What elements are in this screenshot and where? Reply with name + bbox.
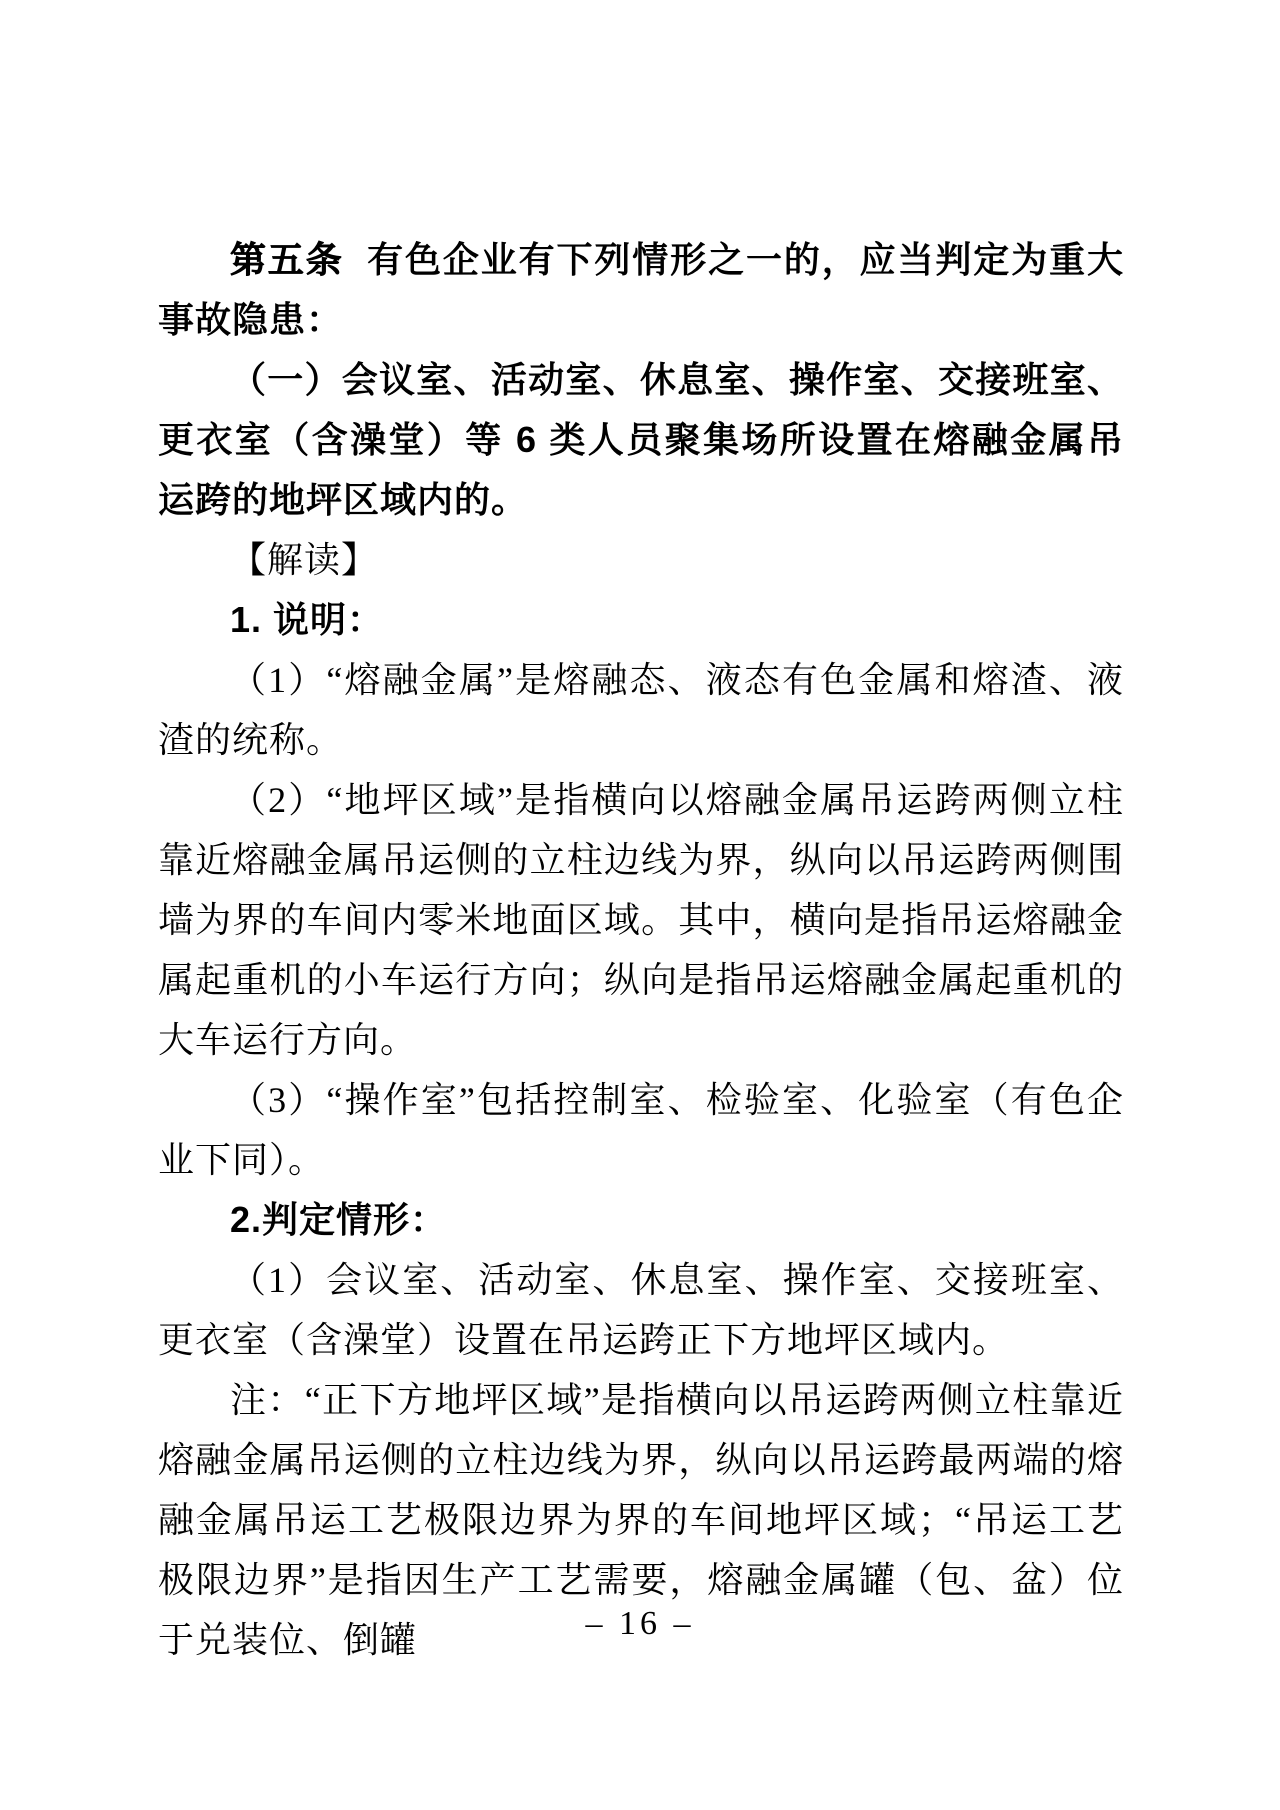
document-body — [158, 230, 1124, 1670]
page-footer — [0, 1602, 1280, 1646]
explanation-item-3: （3）“操作室”包括控制室、检验室、化验室（有色企业下同）。 — [158, 1080, 1124, 1180]
article-number-label: 第五条 — [230, 239, 344, 280]
article-5-heading — [158, 230, 1124, 350]
determination-note: 注：“正下方地坪区域”是指横向以吊运跨两侧立柱靠近熔融金属吊运侧的立柱边线为界，纵向以吊运跨最两端的熔融金属吊运工艺极限边界为界的车间地坪区域；“吊运工艺极限边界”是指因生产工艺需要，熔融金属罐（包、盆）位于兑装位、倒罐 — [158, 1380, 1124, 1660]
determination-item-1: （1）会议室、活动室、休息室、操作室、交接班室、更衣室（含澡堂）设置在吊运跨正下方地坪区域内。 — [158, 1260, 1124, 1360]
determination-section-heading: 2.判定情形： — [230, 1199, 448, 1240]
article-heading-text: 有色企业有下列情形之一的，应当判定为重大事故隐患： — [158, 239, 1124, 340]
explanation-item-1: （1）“熔融金属”是熔融态、液态有色金属和熔渣、液渣的统称。 — [158, 660, 1124, 760]
explanation-item-2: （2）“地坪区域”是指横向以熔融金属吊运跨两侧立柱靠近熔融金属吊运侧的立柱边线为界，纵向以吊运跨两侧围墙为界的车间内零米地面区域。其中，横向是指吊运熔融金属起重机的小车运行方向；纵向是指吊运熔融金属起重机的大车运行方向。 — [158, 780, 1124, 1060]
explanation-section-heading: 1. 说明： — [230, 599, 385, 640]
interpretation-bracket-heading: 【解读】 — [230, 540, 379, 580]
article-5-item-1: （一）会议室、活动室、休息室、操作室、交接班室、更衣室（含澡堂）等 6 类人员聚集场所设置在熔融金属吊运跨的地坪区域内的。 — [158, 359, 1124, 520]
page-number: – 16 – — [585, 1605, 695, 1642]
